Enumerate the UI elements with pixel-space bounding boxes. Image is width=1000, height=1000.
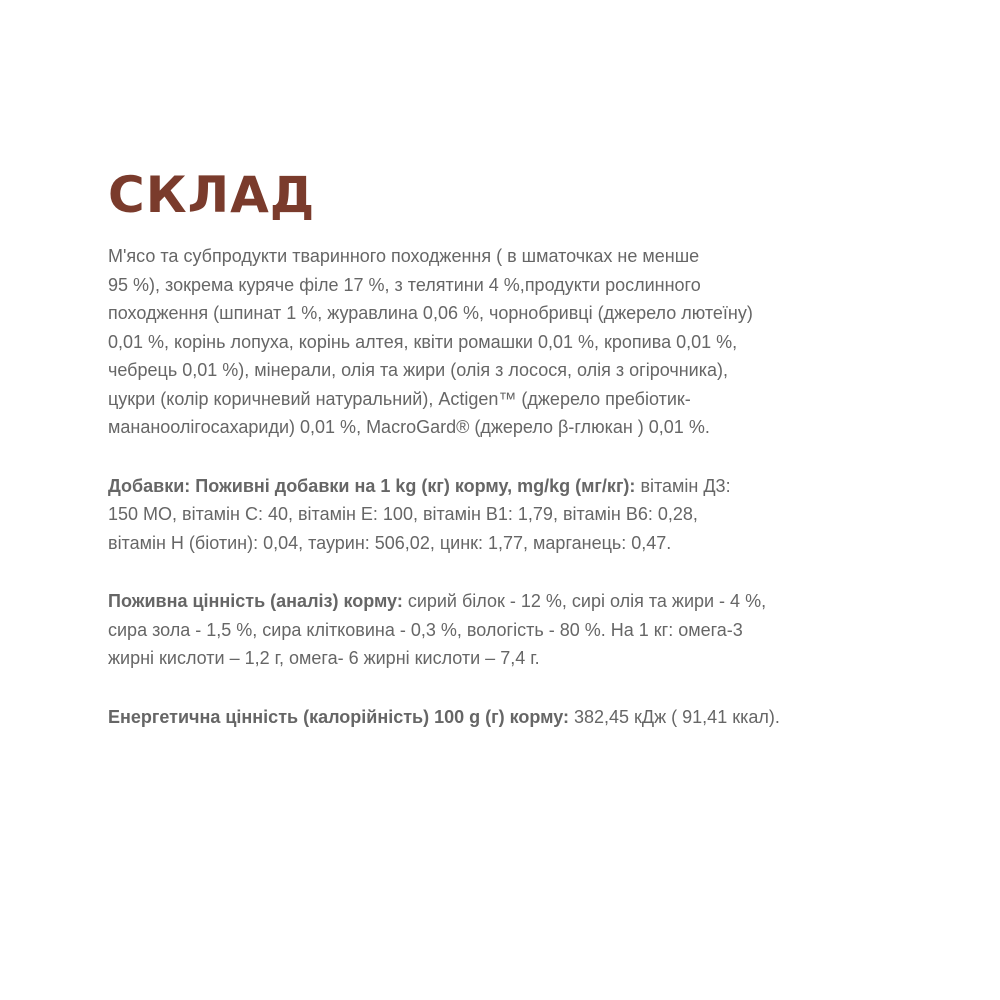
composition-line: М'ясо та субпродукти тваринного походження ( в шматочках не менше [108,246,700,266]
additives-paragraph [108,472,868,558]
energy-text: 382,45 кДж ( 91,41 ккал). [569,706,780,727]
composition-line: цукри (колір коричневий натуральний), Actigen™ (джерело пребіотик- [108,388,691,409]
page-title: СКЛАД [108,166,316,224]
nutrition-line: жирні кислоти – 1,2 г, омега- 6 жирні кислоти – 7,4 г. [108,648,540,668]
nutrition-text: сирий білок - 12 %, сирі олія та жири - 4 %, [402,591,767,611]
energy-line [108,703,868,732]
composition-line: чебрець 0,01 %), мінерали, олія та жири (олія з лосося, олія з огірочника), [108,360,728,380]
composition-paragraph [108,242,868,442]
nutrition-line [108,587,868,616]
additives-line: вітамін Н (біотин): 0,04, таурин: 506,02, цинк: 1,77, марганець: 0,47. [108,532,672,553]
composition-line: мананоолігосахариди) 0,01 %, MacroGard® (джерело β-глюкан ) 0,01 %. [108,417,710,437]
composition-line: 95 %), зокрема куряче філе 17 %, з телятини 4 %,продукти рослинного [108,274,701,295]
energy-paragraph [108,703,868,732]
composition-line: 0,01 %, корінь лопуха, корінь алтея, квіти ромашки 0,01 %, кропива 0,01 %, [108,331,738,352]
nutrition-line: сира зола - 1,5 %, сира клітковина - 0,3 %, вологість - 80 %. На 1 кг: омега-3 [108,619,743,640]
composition-line: походження (шпинат 1 %, журавлина 0,06 %, чорнобривці (джерело лютеїну) [108,303,753,323]
additives-line: 150 МО, вітамін С: 40, вітамін Е: 100, вітамін В1: 1,79, вітамін В6: 0,28, [108,504,698,524]
energy-label: Енергетична цінність (калорійність) 100 g (г) корму: [108,706,569,727]
nutrition-paragraph [108,587,868,673]
additives-text: вітамін Д3: [635,475,731,496]
nutrition-label: Поживна цінність (аналіз) корму: [108,591,403,611]
composition-section [108,166,868,761]
additives-label: Добавки: Поживні добавки на 1 kg (кг) корму, mg/kg (мг/кг): [108,475,636,496]
additives-line [108,472,868,501]
